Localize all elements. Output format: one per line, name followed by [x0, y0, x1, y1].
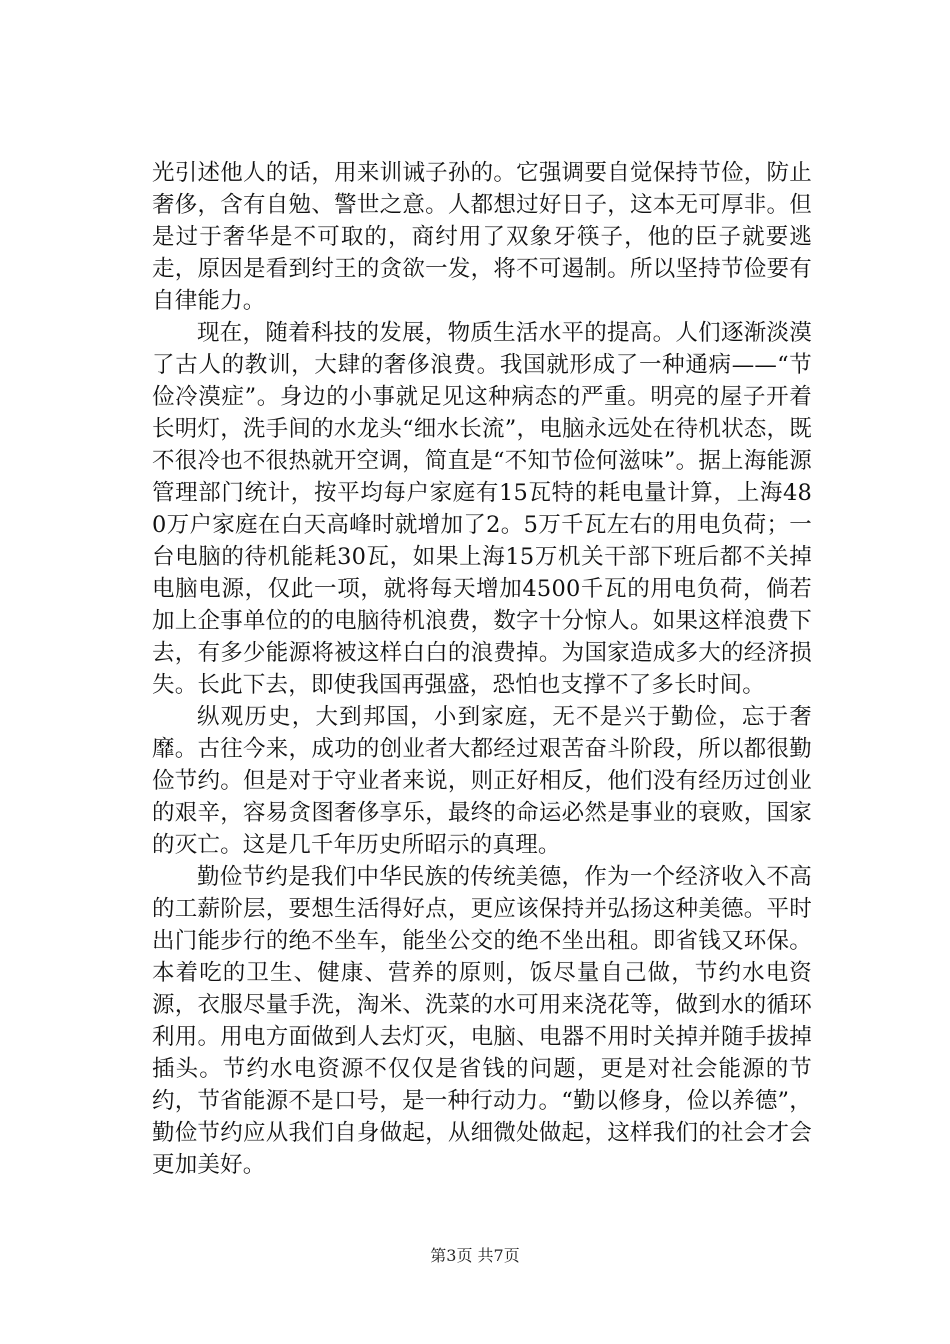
page-number-footer: 第3页 共7页	[430, 1246, 520, 1265]
paragraph-3: 纵观历史，大到邦国，小到家庭，无不是兴于勤俭，忘于奢靡。古往今来，成功的创业者大都经过艰苦奋斗阶段，所以都很勤俭节约。但是对于守业者来说，则正好相反，他们没有经历过创业的艰辛，容易贪图奢侈享乐，最终的命运必然是事业的衰败，国家的灭亡。这是几千年历史所昭示的真理。	[152, 704, 812, 858]
paragraph-4: 勤俭节约是我们中华民族的传统美德，作为一个经济收入不高的工薪阶层，要想生活得好点，更应该保持并弘扬这种美德。平时出门能步行的绝不坐车，能坐公交的绝不坐出租。即省钱又环保。本着吃的卫生、健康、营养的原则，饭尽量自己做，节约水电资源，衣服尽量手洗，淘米、洗菜的水可用来浇花等，做到水的循环利用。用电方面做到人去灯灭，电脑、电器不用时关掉并随手拔掉插头。节约水电资源不仅仅是省钱的问题，更是对社会能源的节约，节省能源不是口号，是一种行动力。“勤以修身，俭以养德”，勤俭节约应从我们自身做起，从细微处做起，这样我们的社会才会更加美好。	[152, 864, 812, 1178]
paragraph-1: 光引述他人的话，用来训诫子孙的。它强调要自觉保持节俭，防止奢侈，含有自勉、警世之意。人都想过好日子，这本无可厚非。但是过于奢华是不可取的，商纣用了双象牙筷子，他的臣子就要逃走，原因是看到纣王的贪欲一发，将不可遏制。所以坚持节俭要有自律能力。	[152, 160, 812, 314]
paragraph-2: 现在，随着科技的发展，物质生活水平的提高。人们逐渐淡漠了古人的教训，大肆的奢侈浪费。我国就形成了一种通病——“节俭冷漠症”。身边的小事就足见这种病态的严重。明亮的屋子开着长明灯，洗手间的水龙头“细水长流”，电脑永远处在待机状态，既不很冷也不很热就开空调，简直是“不知节俭何滋味”。据上海能源管理部门统计，按平均每户家庭有15瓦特的耗电量计算，上海480万户家庭在白天高峰时就增加了2。5万千瓦左右的用电负荷；一台电脑的待机能耗30瓦，如果上海15万机关干部下班后都不关掉电脑电源，仅此一项，就将每天增加4500千瓦的用电负荷，倘若加上企事单位的的电脑待机浪费，数字十分惊人。如果这样浪费下去，有多少能源将被这样白白的浪费掉。为国家造成多大的经济损失。长此下去，即使我国再强盛，恐怕也支撑不了多长时间。	[152, 320, 812, 698]
body-text	[152, 157, 812, 1181]
